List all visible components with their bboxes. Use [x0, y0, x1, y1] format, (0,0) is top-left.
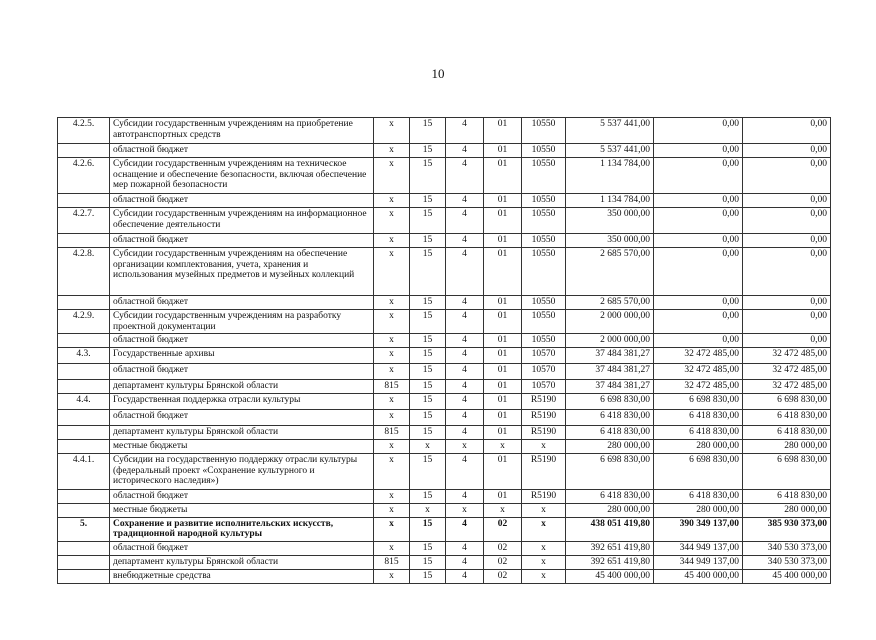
- amount-cell: 0,00: [743, 194, 831, 208]
- code-cell: х: [446, 504, 484, 518]
- code-cell: 15: [410, 118, 446, 144]
- table-row: [58, 490, 831, 504]
- code-cell: 02: [484, 555, 522, 569]
- row-number-cell: 4.2.8.: [58, 248, 110, 296]
- code-cell: 4: [446, 541, 484, 555]
- row-name-cell: областной бюджет: [110, 296, 374, 310]
- row-name-cell: областной бюджет: [110, 410, 374, 426]
- code-cell: 15: [410, 454, 446, 490]
- table-row: [58, 541, 831, 555]
- row-number-cell: [58, 410, 110, 426]
- code-cell: х: [522, 517, 566, 541]
- code-cell: 15: [410, 569, 446, 583]
- row-number-cell: [58, 440, 110, 454]
- amount-cell: 45 400 000,00: [743, 569, 831, 583]
- amount-cell: 0,00: [654, 144, 743, 158]
- table-row: [58, 504, 831, 518]
- code-cell: 01: [484, 334, 522, 348]
- amount-cell: 6 418 830,00: [566, 426, 654, 440]
- table-row: [58, 394, 831, 410]
- code-cell: х: [374, 144, 410, 158]
- code-cell: х: [374, 234, 410, 248]
- row-name-cell: областной бюджет: [110, 234, 374, 248]
- table-row: [58, 310, 831, 334]
- row-name-cell: местные бюджеты: [110, 440, 374, 454]
- code-cell: 10550: [522, 194, 566, 208]
- code-cell: х: [410, 504, 446, 518]
- row-name-cell: областной бюджет: [110, 334, 374, 348]
- amount-cell: 280 000,00: [743, 504, 831, 518]
- code-cell: х: [410, 440, 446, 454]
- amount-cell: 340 530 373,00: [743, 541, 831, 555]
- code-cell: х: [374, 194, 410, 208]
- row-name-cell: департамент культуры Брянской области: [110, 380, 374, 394]
- code-cell: 01: [484, 194, 522, 208]
- code-cell: х: [374, 118, 410, 144]
- code-cell: 01: [484, 426, 522, 440]
- code-cell: 4: [446, 394, 484, 410]
- row-number-cell: [58, 364, 110, 380]
- amount-cell: 37 484 381,27: [566, 380, 654, 394]
- code-cell: 02: [484, 569, 522, 583]
- row-number-cell: 4.2.6.: [58, 158, 110, 194]
- row-number-cell: 4.2.5.: [58, 118, 110, 144]
- code-cell: 01: [484, 410, 522, 426]
- code-cell: х: [374, 248, 410, 296]
- amount-cell: 6 698 830,00: [654, 394, 743, 410]
- code-cell: R5190: [522, 490, 566, 504]
- amount-cell: 280 000,00: [566, 504, 654, 518]
- amount-cell: 0,00: [743, 310, 831, 334]
- code-cell: 15: [410, 194, 446, 208]
- amount-cell: 2 685 570,00: [566, 296, 654, 310]
- row-number-cell: [58, 234, 110, 248]
- row-number-cell: 4.3.: [58, 348, 110, 364]
- amount-cell: 390 349 137,00: [654, 517, 743, 541]
- row-number-cell: [58, 555, 110, 569]
- code-cell: 01: [484, 380, 522, 394]
- table-row: [58, 296, 831, 310]
- amount-cell: 0,00: [743, 334, 831, 348]
- amount-cell: 0,00: [743, 144, 831, 158]
- row-name-cell: Государственные архивы: [110, 348, 374, 364]
- code-cell: 4: [446, 410, 484, 426]
- amount-cell: 37 484 381,27: [566, 364, 654, 380]
- budget-table: [57, 117, 831, 584]
- code-cell: 15: [410, 555, 446, 569]
- row-number-cell: 5.: [58, 517, 110, 541]
- code-cell: 15: [410, 334, 446, 348]
- amount-cell: 2 000 000,00: [566, 334, 654, 348]
- amount-cell: 280 000,00: [654, 504, 743, 518]
- code-cell: 15: [410, 380, 446, 394]
- table-row: [58, 555, 831, 569]
- code-cell: 815: [374, 555, 410, 569]
- code-cell: 10570: [522, 348, 566, 364]
- code-cell: х: [374, 569, 410, 583]
- amount-cell: 0,00: [654, 296, 743, 310]
- row-number-cell: [58, 144, 110, 158]
- code-cell: 4: [446, 490, 484, 504]
- code-cell: 10550: [522, 158, 566, 194]
- amount-cell: 2 000 000,00: [566, 310, 654, 334]
- amount-cell: 1 134 784,00: [566, 158, 654, 194]
- code-cell: 4: [446, 517, 484, 541]
- row-number-cell: [58, 380, 110, 394]
- amount-cell: 385 930 373,00: [743, 517, 831, 541]
- code-cell: 15: [410, 410, 446, 426]
- code-cell: 01: [484, 158, 522, 194]
- amount-cell: 0,00: [743, 208, 831, 234]
- code-cell: х: [522, 541, 566, 555]
- code-cell: 01: [484, 144, 522, 158]
- row-name-cell: областной бюджет: [110, 490, 374, 504]
- code-cell: 15: [410, 426, 446, 440]
- table-row: [58, 410, 831, 426]
- code-cell: 4: [446, 364, 484, 380]
- code-cell: х: [446, 440, 484, 454]
- row-name-cell: Субсидии государственным учреждениям на информационное обеспечение деятельности: [110, 208, 374, 234]
- code-cell: х: [374, 454, 410, 490]
- amount-cell: 6 698 830,00: [566, 394, 654, 410]
- code-cell: 10550: [522, 118, 566, 144]
- amount-cell: 6 418 830,00: [743, 426, 831, 440]
- amount-cell: 0,00: [654, 194, 743, 208]
- code-cell: 01: [484, 208, 522, 234]
- code-cell: 4: [446, 555, 484, 569]
- code-cell: 01: [484, 310, 522, 334]
- amount-cell: 344 949 137,00: [654, 541, 743, 555]
- table-row: [58, 234, 831, 248]
- code-cell: 10550: [522, 144, 566, 158]
- code-cell: 4: [446, 569, 484, 583]
- amount-cell: 0,00: [743, 158, 831, 194]
- code-cell: х: [484, 504, 522, 518]
- row-name-cell: областной бюджет: [110, 194, 374, 208]
- code-cell: 15: [410, 158, 446, 194]
- code-cell: 15: [410, 541, 446, 555]
- table-row: [58, 334, 831, 348]
- code-cell: 01: [484, 454, 522, 490]
- amount-cell: 280 000,00: [654, 440, 743, 454]
- code-cell: х: [522, 440, 566, 454]
- amount-cell: 32 472 485,00: [654, 348, 743, 364]
- row-number-cell: 4.4.1.: [58, 454, 110, 490]
- code-cell: 4: [446, 454, 484, 490]
- code-cell: х: [522, 504, 566, 518]
- amount-cell: 0,00: [654, 334, 743, 348]
- table-row: [58, 208, 831, 234]
- code-cell: 15: [410, 517, 446, 541]
- code-cell: 15: [410, 234, 446, 248]
- amount-cell: 6 418 830,00: [654, 426, 743, 440]
- amount-cell: 0,00: [654, 310, 743, 334]
- amount-cell: 6 698 830,00: [743, 394, 831, 410]
- amount-cell: 350 000,00: [566, 234, 654, 248]
- amount-cell: 6 418 830,00: [654, 410, 743, 426]
- row-name-cell: Сохранение и развитие исполнительских искусств, традиционной народной культуры: [110, 517, 374, 541]
- code-cell: х: [374, 517, 410, 541]
- code-cell: х: [522, 555, 566, 569]
- amount-cell: 392 651 419,80: [566, 555, 654, 569]
- code-cell: 4: [446, 194, 484, 208]
- code-cell: 15: [410, 248, 446, 296]
- code-cell: 4: [446, 334, 484, 348]
- code-cell: 01: [484, 490, 522, 504]
- amount-cell: 6 418 830,00: [654, 490, 743, 504]
- row-number-cell: [58, 569, 110, 583]
- row-number-cell: [58, 504, 110, 518]
- amount-cell: 2 685 570,00: [566, 248, 654, 296]
- table-body: [58, 118, 831, 584]
- row-name-cell: областной бюджет: [110, 144, 374, 158]
- code-cell: х: [374, 440, 410, 454]
- table-row: [58, 364, 831, 380]
- row-name-cell: департамент культуры Брянской области: [110, 555, 374, 569]
- code-cell: 4: [446, 144, 484, 158]
- row-name-cell: Субсидии государственным учреждениям на техническое оснащение и обеспечение безопасности, включая обеспечение мер пожарной безопасности: [110, 158, 374, 194]
- amount-cell: 45 400 000,00: [566, 569, 654, 583]
- row-number-cell: [58, 490, 110, 504]
- code-cell: х: [374, 490, 410, 504]
- amount-cell: 0,00: [654, 208, 743, 234]
- amount-cell: 6 418 830,00: [566, 410, 654, 426]
- code-cell: 4: [446, 118, 484, 144]
- code-cell: х: [522, 569, 566, 583]
- row-name-cell: Субсидии государственным учреждениям на обеспечение организации комплектования, учета, хранения и использования музейных предметов и музейных коллекций: [110, 248, 374, 296]
- code-cell: 01: [484, 118, 522, 144]
- row-number-cell: [58, 334, 110, 348]
- code-cell: 10550: [522, 310, 566, 334]
- code-cell: R5190: [522, 454, 566, 490]
- amount-cell: 32 472 485,00: [743, 364, 831, 380]
- amount-cell: 37 484 381,27: [566, 348, 654, 364]
- table-row: [58, 569, 831, 583]
- amount-cell: 32 472 485,00: [654, 364, 743, 380]
- code-cell: 815: [374, 380, 410, 394]
- amount-cell: 6 698 830,00: [654, 454, 743, 490]
- amount-cell: 5 537 441,00: [566, 144, 654, 158]
- code-cell: 15: [410, 310, 446, 334]
- row-number-cell: 4.2.9.: [58, 310, 110, 334]
- row-name-cell: местные бюджеты: [110, 504, 374, 518]
- row-name-cell: областной бюджет: [110, 364, 374, 380]
- code-cell: 10570: [522, 364, 566, 380]
- amount-cell: 6 698 830,00: [566, 454, 654, 490]
- row-number-cell: 4.4.: [58, 394, 110, 410]
- amount-cell: 340 530 373,00: [743, 555, 831, 569]
- code-cell: х: [374, 394, 410, 410]
- code-cell: 01: [484, 394, 522, 410]
- amount-cell: 0,00: [654, 234, 743, 248]
- code-cell: 02: [484, 541, 522, 555]
- code-cell: х: [374, 410, 410, 426]
- amount-cell: 1 134 784,00: [566, 194, 654, 208]
- amount-cell: 280 000,00: [743, 440, 831, 454]
- row-name-cell: Субсидии государственным учреждениям на разработку проектной документации: [110, 310, 374, 334]
- table-row: [58, 380, 831, 394]
- amount-cell: 344 949 137,00: [654, 555, 743, 569]
- code-cell: 01: [484, 234, 522, 248]
- table-row: [58, 426, 831, 440]
- code-cell: 15: [410, 394, 446, 410]
- row-number-cell: [58, 194, 110, 208]
- table-row: [58, 248, 831, 296]
- code-cell: 10550: [522, 296, 566, 310]
- code-cell: R5190: [522, 410, 566, 426]
- code-cell: 15: [410, 490, 446, 504]
- amount-cell: 5 537 441,00: [566, 118, 654, 144]
- amount-cell: 0,00: [654, 158, 743, 194]
- amount-cell: 32 472 485,00: [743, 380, 831, 394]
- amount-cell: 0,00: [654, 248, 743, 296]
- table-row: [58, 440, 831, 454]
- code-cell: 15: [410, 348, 446, 364]
- code-cell: 01: [484, 364, 522, 380]
- code-cell: 15: [410, 144, 446, 158]
- amount-cell: 280 000,00: [566, 440, 654, 454]
- row-name-cell: департамент культуры Брянской области: [110, 426, 374, 440]
- code-cell: 10570: [522, 380, 566, 394]
- amount-cell: 438 051 419,80: [566, 517, 654, 541]
- code-cell: 01: [484, 348, 522, 364]
- row-name-cell: Государственная поддержка отрасли культуры: [110, 394, 374, 410]
- code-cell: 4: [446, 426, 484, 440]
- code-cell: 10550: [522, 334, 566, 348]
- table-row: [58, 194, 831, 208]
- code-cell: 4: [446, 310, 484, 334]
- code-cell: х: [374, 541, 410, 555]
- code-cell: х: [374, 208, 410, 234]
- code-cell: х: [484, 440, 522, 454]
- row-number-cell: [58, 426, 110, 440]
- amount-cell: 6 698 830,00: [743, 454, 831, 490]
- amount-cell: 0,00: [743, 248, 831, 296]
- code-cell: R5190: [522, 426, 566, 440]
- code-cell: 10550: [522, 248, 566, 296]
- amount-cell: 0,00: [743, 118, 831, 144]
- code-cell: х: [374, 334, 410, 348]
- code-cell: 10550: [522, 234, 566, 248]
- amount-cell: 32 472 485,00: [654, 380, 743, 394]
- code-cell: 02: [484, 517, 522, 541]
- row-name-cell: внебюджетные средства: [110, 569, 374, 583]
- code-cell: х: [374, 504, 410, 518]
- amount-cell: 0,00: [654, 118, 743, 144]
- code-cell: х: [374, 348, 410, 364]
- amount-cell: 45 400 000,00: [654, 569, 743, 583]
- code-cell: 01: [484, 248, 522, 296]
- table-row: [58, 348, 831, 364]
- code-cell: х: [374, 296, 410, 310]
- code-cell: 15: [410, 296, 446, 310]
- table-row: [58, 118, 831, 144]
- amount-cell: 392 651 419,80: [566, 541, 654, 555]
- row-number-cell: 4.2.7.: [58, 208, 110, 234]
- code-cell: 4: [446, 380, 484, 394]
- amount-cell: 6 418 830,00: [743, 410, 831, 426]
- row-number-cell: [58, 541, 110, 555]
- code-cell: 4: [446, 158, 484, 194]
- code-cell: 01: [484, 296, 522, 310]
- code-cell: 4: [446, 248, 484, 296]
- code-cell: R5190: [522, 394, 566, 410]
- code-cell: х: [374, 364, 410, 380]
- code-cell: х: [374, 158, 410, 194]
- code-cell: 4: [446, 208, 484, 234]
- amount-cell: 6 418 830,00: [566, 490, 654, 504]
- amount-cell: 6 418 830,00: [743, 490, 831, 504]
- code-cell: 15: [410, 208, 446, 234]
- row-name-cell: областной бюджет: [110, 541, 374, 555]
- code-cell: 4: [446, 296, 484, 310]
- table-row: [58, 454, 831, 490]
- amount-cell: 0,00: [743, 296, 831, 310]
- code-cell: 15: [410, 364, 446, 380]
- table-row: [58, 144, 831, 158]
- code-cell: 10550: [522, 208, 566, 234]
- table-row: [58, 517, 831, 541]
- row-name-cell: Субсидии на государственную поддержку отрасли культуры (федеральный проект «Сохранение культурного и исторического наследия»): [110, 454, 374, 490]
- amount-cell: 32 472 485,00: [743, 348, 831, 364]
- page-number: 10: [431, 66, 445, 81]
- code-cell: 4: [446, 234, 484, 248]
- code-cell: 815: [374, 426, 410, 440]
- code-cell: х: [374, 310, 410, 334]
- row-number-cell: [58, 296, 110, 310]
- table-row: [58, 158, 831, 194]
- row-name-cell: Субсидии государственным учреждениям на приобретение автотранспортных средств: [110, 118, 374, 144]
- amount-cell: 350 000,00: [566, 208, 654, 234]
- code-cell: 4: [446, 348, 484, 364]
- amount-cell: 0,00: [743, 234, 831, 248]
